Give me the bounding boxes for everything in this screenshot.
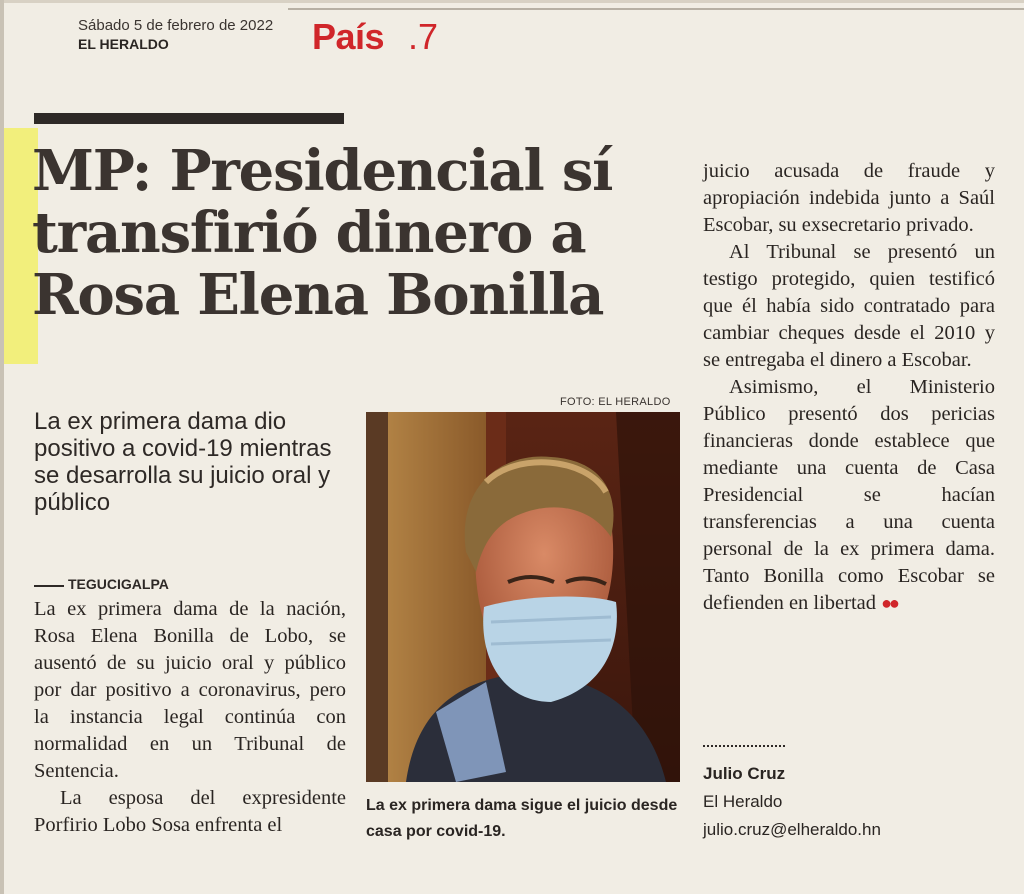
body-paragraph-text: Asimismo, el Ministerio Público presentó dos pericias financieras donde establece que mediante una cuenta de Casa Presidencial se hacían transferencias a una cuenta personal de la ex primera dama. Tanto Bonilla como Escobar se defienden en libertad — [703, 376, 995, 614]
body-paragraph — [703, 374, 995, 617]
byline-email: julio.cruz@elheraldo.hn — [703, 820, 881, 839]
body-column-3 — [703, 158, 995, 617]
photo-illustration — [366, 412, 680, 782]
body-paragraph: La esposa del expresidente Porfirio Lobo Sosa enfrenta el — [34, 787, 346, 836]
page-top-edge — [0, 0, 1024, 3]
headline-top-bar — [34, 113, 344, 124]
photo-credit: FOTO: EL HERALDO — [560, 396, 671, 408]
headline-line: transfirió dinero a — [32, 200, 586, 266]
byline-author: Julio Cruz — [703, 764, 786, 783]
article-deck: La ex primera dama dio positivo a covid-19 mientras se desarrolla su juicio oral y público — [34, 408, 332, 516]
dateline-text: TEGUCIGALPA — [68, 576, 169, 592]
body-paragraph: juicio acusada de fraude y apropiación indebida junto a Saúl Escobar, su exsecretario privado. — [703, 160, 995, 236]
bleed-through-heading — [380, 330, 396, 384]
dateline-dash — [34, 585, 64, 587]
dateline — [34, 576, 169, 592]
body-paragraph: La ex primera dama de la nación, Rosa Elena Bonilla de Lobo, se ausentó de su juicio oral y público por dar positivo a coronavirus, pero la instancia legal continúa con normalidad en un Tribunal de Sentencia. — [34, 598, 346, 782]
byline-newspaper: El Heraldo — [703, 792, 783, 811]
header-page-number: .7 — [408, 16, 439, 57]
byline-separator — [703, 745, 785, 747]
header-section-name: País — [312, 16, 385, 57]
article-photo — [366, 412, 680, 782]
body-column-1 — [34, 596, 346, 839]
headline-line: Rosa Elena Bonilla — [32, 262, 604, 328]
photo-caption: La ex primera dama sigue el juicio desde casa por covid-19. — [366, 797, 678, 840]
end-of-article-mark: ●● — [881, 593, 897, 613]
headline-line: MP: Presidencial sí — [32, 138, 613, 204]
body-paragraph: Al Tribunal se presentó un testigo protegido, quien testificó que él había sido contratado para cambiar cheques desde el 2010 y se entregaba el dinero a Escobar. — [703, 241, 995, 371]
header-date: Sábado 5 de febrero de 2022 — [78, 17, 274, 34]
headline — [32, 140, 672, 326]
header-newspaper-name: EL HERALDO — [78, 36, 169, 52]
header-rule — [288, 8, 1024, 10]
